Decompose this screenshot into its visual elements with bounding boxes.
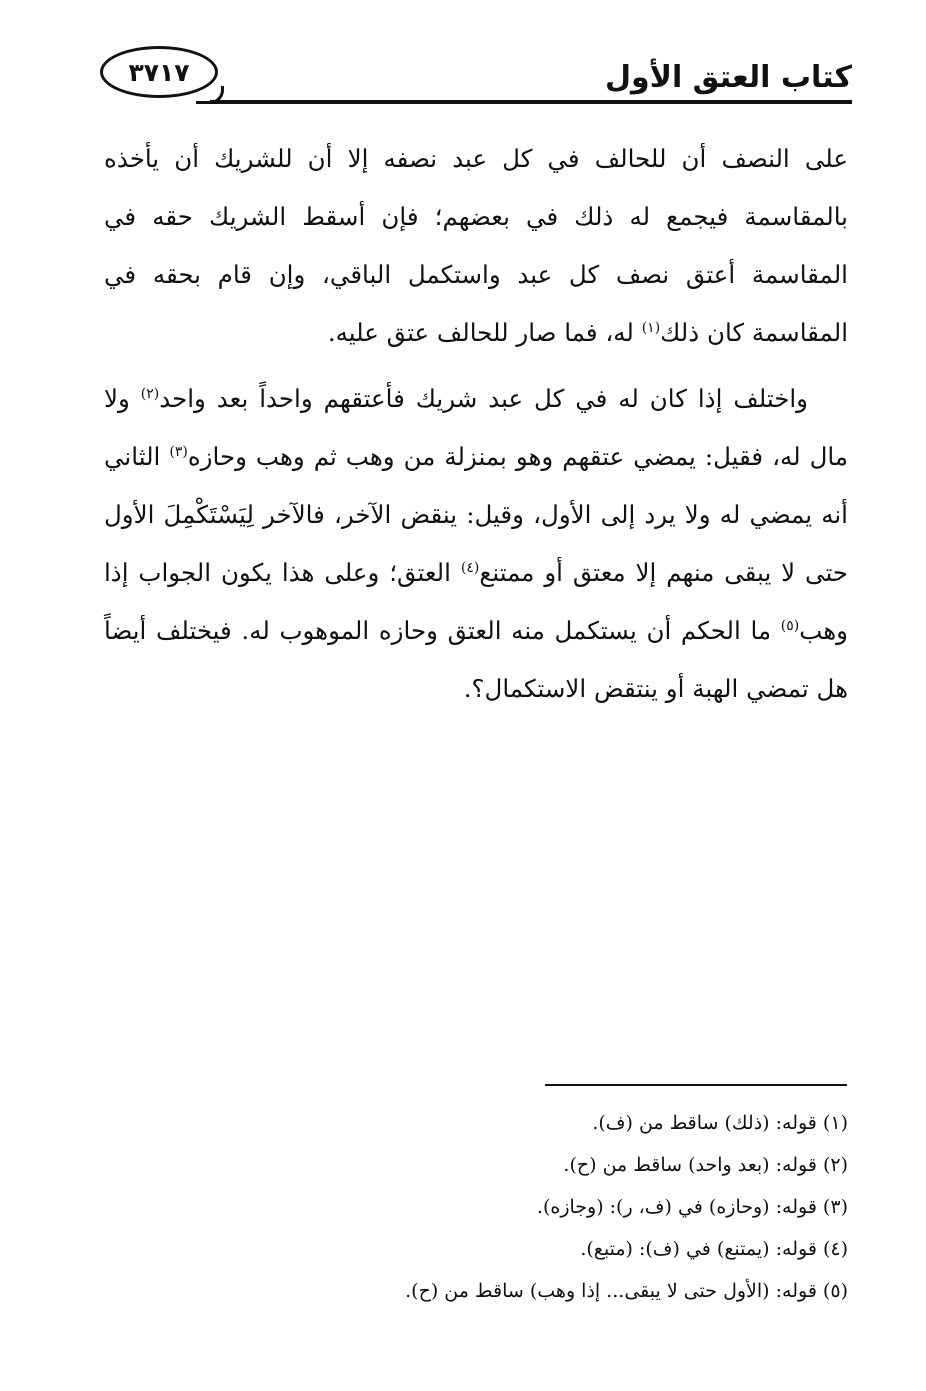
paragraph-2-text-1: واختلف إذا كان له في كل عبد شريك فأعتقهم واحداً بعد واحد — [159, 384, 808, 413]
footnote-4: (٤) قوله: (يمتنع) في (ف): (متبع). — [580, 1238, 848, 1260]
paragraph-2-text-3: الثاني أنه يمضي له ولا يرد إلى الأول، وقيل: ينقض الآخر، فالآخر لِيَسْتَكْمِلَ الأول حتى لا يبقى منهم إلا معتق أو ممتنع — [104, 442, 849, 587]
footnote-ref-5: (٥) — [780, 617, 800, 634]
paragraph-1-text-1: على النصف أن للحالف في كل عبد نصفه إلا أن للشريك أن يأخذه بالمقاسمة فيجمع له ذلك في بعضهم؛ فإن أسقط الشريك حقه في المقاسمة أعتق نصف كل عبد واستكمل الباقي، وإن قام بحقه في المقاسمة كان ذلك — [104, 144, 848, 347]
page-number-oval — [100, 46, 218, 98]
footnote-ref-3: (٣) — [169, 443, 188, 460]
footnotes — [104, 1102, 848, 1312]
paragraph-2-text-4: العتق؛ وعلى هذا يكون الجواب إذا وهب — [104, 558, 848, 645]
page-header — [100, 40, 852, 110]
footnote-5: (٥) قوله: (الأول حتى لا يبقى... إذا وهب) ساقط من (ح). — [405, 1280, 848, 1302]
paragraph-1 — [104, 130, 848, 362]
paragraph-2-text-5: ما الحكم أن يستكمل منه العتق وحازه الموهوب له. فيختلف أيضاً هل تمضي الهبة أو ينتقض الاستكمال؟. — [104, 616, 848, 703]
footnote-separator — [545, 1084, 847, 1086]
footnote-ref-4: (٤) — [460, 559, 480, 576]
header-rule — [210, 100, 852, 104]
footnote-ref-1: (١) — [641, 319, 661, 336]
paragraph-1-text-2: له، فما صار للحالف عتق عليه. — [327, 318, 642, 347]
paragraph-2 — [104, 370, 848, 718]
page-number: ٣٧١٧ — [128, 57, 190, 87]
footnote-2: (٢) قوله: (بعد واحد) ساقط من (ح). — [563, 1154, 848, 1176]
main-text — [104, 130, 848, 726]
footnote-1: (١) قوله: (ذلك) ساقط من (ف). — [592, 1112, 848, 1134]
chapter-title: كتاب العتق الأول — [604, 60, 852, 95]
footnote-ref-2: (٢) — [140, 385, 160, 402]
footnote-3: (٣) قوله: (وحازه) في (ف، ر): (وجازه). — [536, 1196, 848, 1218]
paragraph-2-text-2: ولا مال له، فقيل: يمضي عتقهم وهو بمنزلة من وهب ثم وهب وحازه — [104, 384, 848, 471]
